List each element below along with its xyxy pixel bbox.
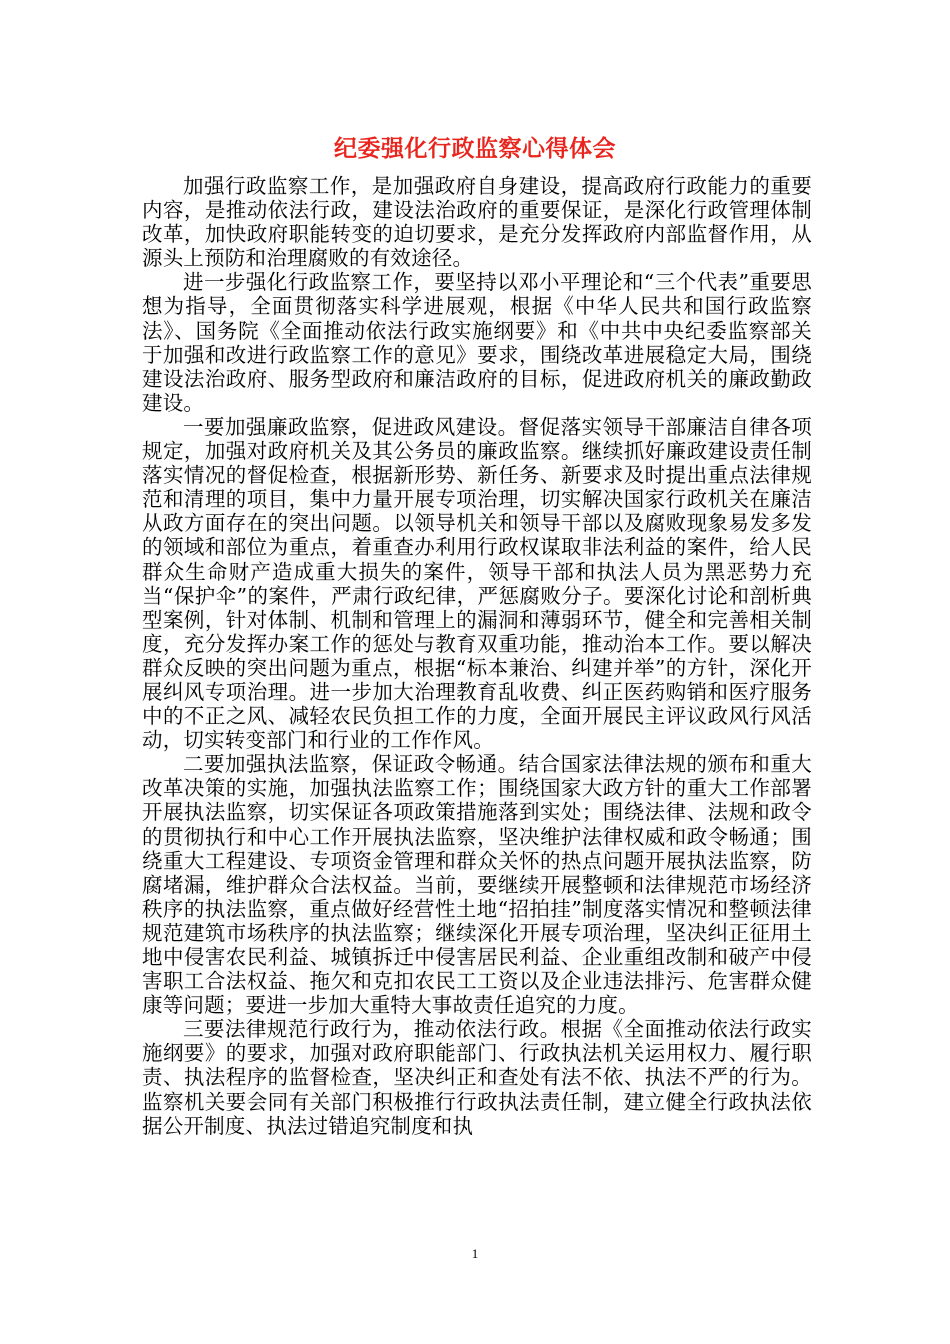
- document-body: [142, 174, 812, 1138]
- paragraph-guidance: 进一步强化行政监察工作，要坚持以邓小平理论和“三个代表”重要思想为指导，全面贯彻落实科学进展观，根据《中华人民共和国行政监察法》、国务院《全面推动依法行政实施纲要》和《中共中央纪委监察部关于加强和改进行政监察工作的意见》要求，围绕改革进展稳定大局，围绕建设法治政府、服务型政府和廉洁政府的目标，促进政府机关的廉政勤政建设。: [142, 270, 812, 415]
- document-title: 纪委强化行政监察心得体会: [334, 136, 616, 162]
- page-number: 1: [471, 1246, 479, 1261]
- paragraph-point-three: 三要法律规范行政行为，推动依法行政。根据《全面推动依法行政实施纲要》的要求，加强对政府职能部门、行政执法机关运用权力、履行职责、执法程序的监督检查，坚决纠正和查处有法不依、执法不严的行为。监察机关要会同有关部门积极推行行政执法责任制，建立健全行政执法依据公开制度、执法过错追究制度和执: [142, 1017, 812, 1138]
- paragraph-point-two: 二要加强执法监察，保证政令畅通。结合国家法律法规的颁布和重大改革决策的实施，加强执法监察工作；围绕国家大政方针的重大工作部署开展执法监察，切实保证各项政策措施落到实处；围绕法律、法规和政令的贯彻执行和中心工作开展执法监察，坚决维护法律权威和政令畅通；围绕重大工程建设、专项资金管理和群众关怀的热点问题开展执法监察，防腐堵漏，维护群众合法权益。当前，要继续开展整顿和法律规范市场经济秩序的执法监察，重点做好经营性土地“招拍挂”制度落实情况和整顿法律规范建筑市场秩序的执法监察；继续深化开展专项治理，坚决纠正征用土地中侵害农民利益、城镇拆迁中侵害居民利益、企业重组改制和破产中侵害职工合法权益、拖欠和克扣农民工工资以及企业违法排污、危害群众健康等问题；要进一步加大重特大事故责任追究的力度。: [142, 752, 812, 1018]
- paragraph-intro: 加强行政监察工作，是加强政府自身建设，提高政府行政能力的重要内容，是推动依法行政，建设法治政府的重要保证，是深化行政管理体制改革，加快政府职能转变的迫切要求，是充分发挥政府内部监督作用，从源头上预防和治理腐败的有效途径。: [142, 174, 812, 271]
- paragraph-point-one: 一要加强廉政监察，促进政风建设。督促落实领导干部廉洁自律各项规定，加强对政府机关及其公务员的廉政监察。继续抓好廉政建设责任制落实情况的督促检查，根据新形势、新任务、新要求及时提出重点法律规范和清理的项目，集中力量开展专项治理，切实解决国家行政机关在廉洁从政方面存在的突出问题。以领导机关和领导干部以及腐败现象易发多发的领域和部位为重点，着重查办利用行政权谋取非法利益的案件，给人民群众生命财产造成重大损失的案件，领导干部和执法人员为黑恶势力充当“保护伞”的案件，严肃行政纪律，严惩腐败分子。要深化讨论和剖析典型案例，针对体制、机制和管理上的漏洞和薄弱环节，健全和完善相关制度，充分发挥办案工作的惩处与教育双重功能，推动治本工作。要以解决群众反映的突出问题为重点，根据“标本兼治、纠建并举”的方针，深化开展纠风专项治理。进一步加大治理教育乱收费、纠正医药购销和医疗服务中的不正之风、减轻农民负担工作的力度，全面开展民主评议政风行风活动，切实转变部门和行业的工作作风。: [142, 414, 812, 753]
